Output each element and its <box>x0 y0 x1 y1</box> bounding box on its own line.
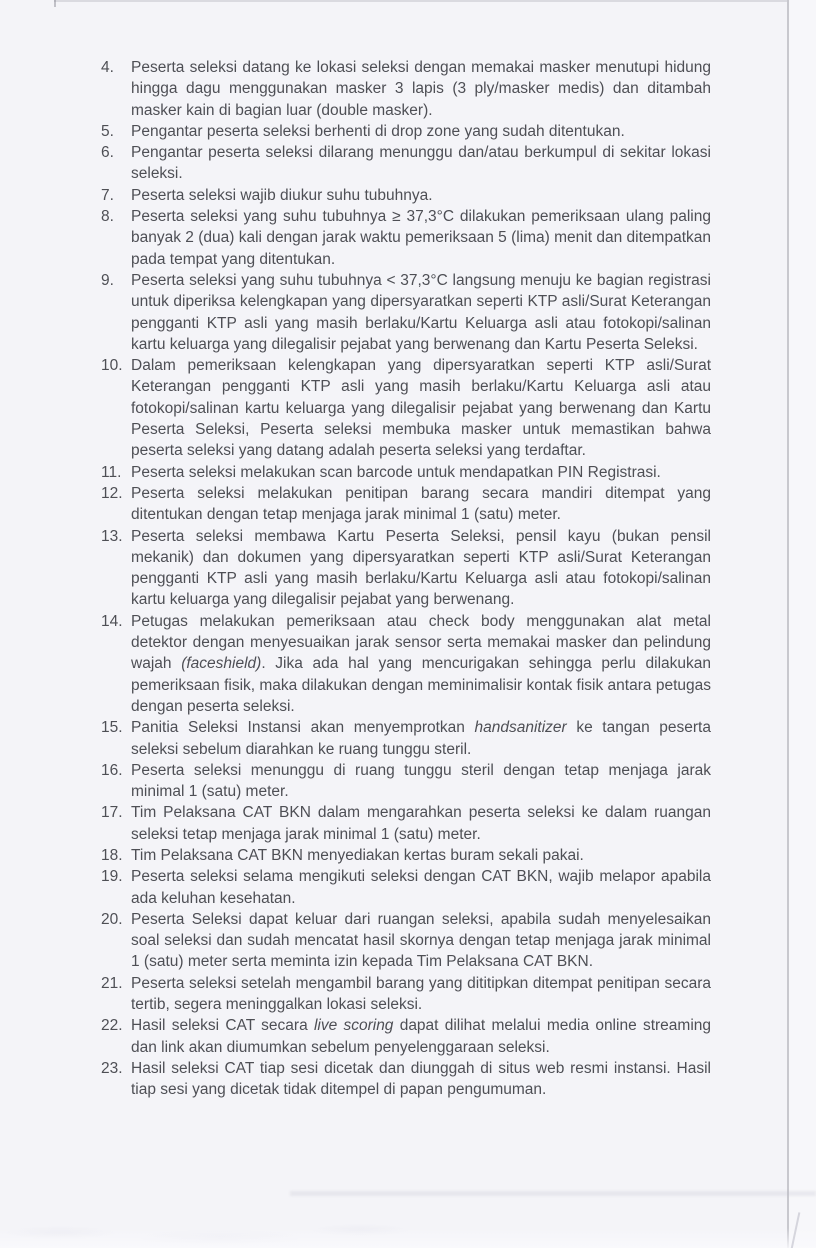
text-segment: Petugas melakukan pemeriksaan atau check body menggunakan alat metal detektor dengan menyesuaikan jarak sensor serta memakai masker dan pelindung wajah <box>131 612 711 673</box>
list-item <box>101 121 711 142</box>
item-number: 11. <box>101 463 122 481</box>
list-item <box>101 526 711 611</box>
item-number: 4. <box>101 59 114 76</box>
item-number: 16. <box>101 761 123 779</box>
list-item <box>101 1058 711 1101</box>
scan-artifact-right-strip <box>789 0 816 1248</box>
item-number: 20. <box>101 910 123 928</box>
item-text <box>131 909 711 973</box>
item-number: 13. <box>101 527 123 545</box>
text-segment: Panitia Seleksi Instansi akan menyemprotkan <box>131 719 475 737</box>
item-text <box>131 206 711 270</box>
item-number: 6. <box>101 144 114 162</box>
list-item <box>101 760 711 803</box>
list-item <box>101 462 711 483</box>
item-number: 10. <box>101 357 123 375</box>
item-text <box>131 866 711 909</box>
item-text <box>131 121 711 142</box>
item-text <box>131 760 711 803</box>
list-item <box>101 142 711 185</box>
item-number: 21. <box>101 974 123 992</box>
text-segment: Hasil seleksi CAT tiap sesi dicetak dan diunggah di situs web resmi instansi. Hasil tiap sesi yang dicetak tidak ditempel di papan pengumuman. <box>131 1059 711 1099</box>
text-segment: Tim Pelaksana CAT BKN dalam mengarahkan peserta seleksi ke dalam ruangan seleksi tetap menjaga jarak minimal 1 (satu) meter. <box>131 804 711 843</box>
list-item <box>101 802 711 845</box>
list-item <box>101 973 711 1016</box>
list-item <box>101 355 711 461</box>
text-segment: dapat dilihat melalui media online streaming dan link akan diumumkan sebelum penyelenggaraan seleksi. <box>131 1017 711 1056</box>
item-text <box>131 142 711 185</box>
list-item <box>101 483 711 526</box>
item-number: 14. <box>101 612 123 630</box>
numbered-list <box>101 57 711 1101</box>
item-text <box>131 270 711 355</box>
text-segment: Tim Pelaksana CAT BKN menyediakan kertas buram sekali pakai. <box>131 846 584 864</box>
item-number: 22. <box>101 1017 123 1035</box>
list-item <box>101 270 711 355</box>
item-text <box>131 717 711 760</box>
scan-artifact-top-edge <box>54 0 816 2</box>
list-item <box>101 206 711 270</box>
scan-artifact-bottom-smudge <box>290 1191 816 1196</box>
item-text <box>131 355 711 461</box>
text-segment: Peserta seleksi menunggu di ruang tunggu steril dengan tetap menjaga jarak minimal 1 (satu) meter. <box>131 761 711 801</box>
list-item <box>101 717 711 760</box>
scan-artifact-right-line <box>787 0 789 1248</box>
text-segment: Peserta seleksi selama mengikuti seleksi dengan CAT BKN, wajib melapor apabila ada keluhan kesehatan. <box>131 868 711 907</box>
text-segment: Peserta seleksi membawa Kartu Peserta Seleksi, pensil kayu (bukan pensil mekanik) dan dokumen yang dipersyaratkan seperti KTP asli/Surat Keterangan pengganti KTP asli yang masih berlaku/Kartu Keluarga asli atau fotokopi/salinan kartu keluarga yang dilegalisir pejabat yang berwenang. <box>131 527 711 609</box>
text-segment: Peserta seleksi wajib diukur suhu tubuhnya. <box>131 186 433 204</box>
item-number: 18. <box>101 846 123 864</box>
item-text <box>131 611 711 717</box>
item-text <box>131 526 711 611</box>
item-text <box>131 1058 711 1101</box>
list-item <box>101 909 711 973</box>
item-text <box>131 845 711 866</box>
list-item <box>101 611 711 717</box>
item-text <box>131 802 711 845</box>
list-item <box>101 866 711 909</box>
text-segment: Peserta seleksi melakukan scan barcode untuk mendapatkan PIN Registrasi. <box>131 463 661 481</box>
item-number: 8. <box>101 208 114 226</box>
scan-artifact-bottom-band <box>0 1228 816 1248</box>
item-number: 9. <box>101 271 114 289</box>
item-number: 12. <box>101 484 123 502</box>
text-segment: Peserta seleksi setelah mengambil barang yang dititipkan ditempat penitipan secara tertib, segera meninggalkan lokasi seleksi. <box>131 974 711 1014</box>
list-item <box>101 185 711 206</box>
item-text <box>131 185 711 206</box>
italic-text-segment: (faceshield) <box>181 655 262 673</box>
item-number: 5. <box>101 122 114 140</box>
item-number: 23. <box>101 1059 123 1077</box>
text-segment: Peserta seleksi yang suhu tubuhnya < 37,3°C langsung menuju ke bagian registrasi untuk diperiksa kelengkapan yang dipersyaratkan seperti KTP asli/Surat Keterangan pengganti KTP asli yang masih berlaku/Kartu Keluarga asli atau fotokopi/salinan kartu keluarga yang dilegalisir pejabat yang berwenang dan Kartu Peserta Seleksi. <box>131 271 711 353</box>
text-segment: Dalam pemeriksaan kelengkapan yang dipersyaratkan seperti KTP asli/Surat Keterangan pengganti KTP asli yang masih berlaku/Kartu Keluarga asli atau fotokopi/salinan kartu keluarga yang dilegalisir pejabat yang berwenang dan Kartu Peserta Seleksi, Peserta seleksi membuka masker untuk memastikan bahwa peserta seleksi yang datang adalah peserta seleksi yang terdaftar. <box>131 357 711 460</box>
item-number: 17. <box>101 804 123 822</box>
text-segment: Pengantar peserta seleksi dilarang menunggu dan/atau berkumpul di sekitar lokasi seleksi. <box>131 144 711 183</box>
text-segment: . Jika ada hal yang mencurigakan sehingga perlu dilakukan pemeriksaan fisik, maka dilakukan dengan meminimalisir kontak fisik antara petugas dengan peserta seleksi. <box>131 655 711 715</box>
item-text <box>131 1015 711 1058</box>
item-text <box>131 57 711 121</box>
item-text <box>131 462 711 483</box>
text-segment: Hasil seleksi CAT secara <box>131 1017 314 1035</box>
list-item <box>101 845 711 866</box>
item-number: 19. <box>101 868 123 886</box>
italic-text-segment: live scoring <box>313 1017 394 1035</box>
text-segment: Peserta seleksi yang suhu tubuhnya ≥ 37,3°C dilakukan pemeriksaan ulang paling banyak 2 (dua) kali dengan jarak waktu pemeriksaan 5 (lima) menit dan ditempatkan pada tempat yang ditentukan. <box>131 208 711 268</box>
text-segment: Peserta seleksi datang ke lokasi seleksi dengan memakai masker menutupi hidung hingga dagu menggunakan masker 3 lapis (3 ply/masker medis) dan ditambah masker kain di bagian luar (double masker). <box>131 59 711 119</box>
item-text <box>131 483 711 526</box>
text-segment: Pengantar peserta seleksi berhenti di drop zone yang sudah ditentukan. <box>131 122 625 140</box>
item-text <box>131 973 711 1016</box>
text-segment: Peserta Seleksi dapat keluar dari ruangan seleksi, apabila sudah menyelesaikan soal seleksi dan sudah mencatat hasil skornya dengan tetap menjaga jarak minimal 1 (satu) meter serta meminta izin kepada Tim Pelaksana CAT BKN. <box>131 910 711 971</box>
item-number: 7. <box>101 186 114 204</box>
item-number: 15. <box>101 719 123 737</box>
list-item <box>101 57 711 121</box>
italic-text-segment: handsanitizer <box>474 719 567 737</box>
scan-artifact-top-tick <box>54 0 56 7</box>
text-segment: ke tangan peserta seleksi sebelum diarahkan ke ruang tunggu steril. <box>131 719 711 758</box>
list-item <box>101 1015 711 1058</box>
text-segment: Peserta seleksi melakukan penitipan barang secara mandiri ditempat yang ditentukan dengan tetap menjaga jarak minimal 1 (satu) meter. <box>131 484 711 524</box>
